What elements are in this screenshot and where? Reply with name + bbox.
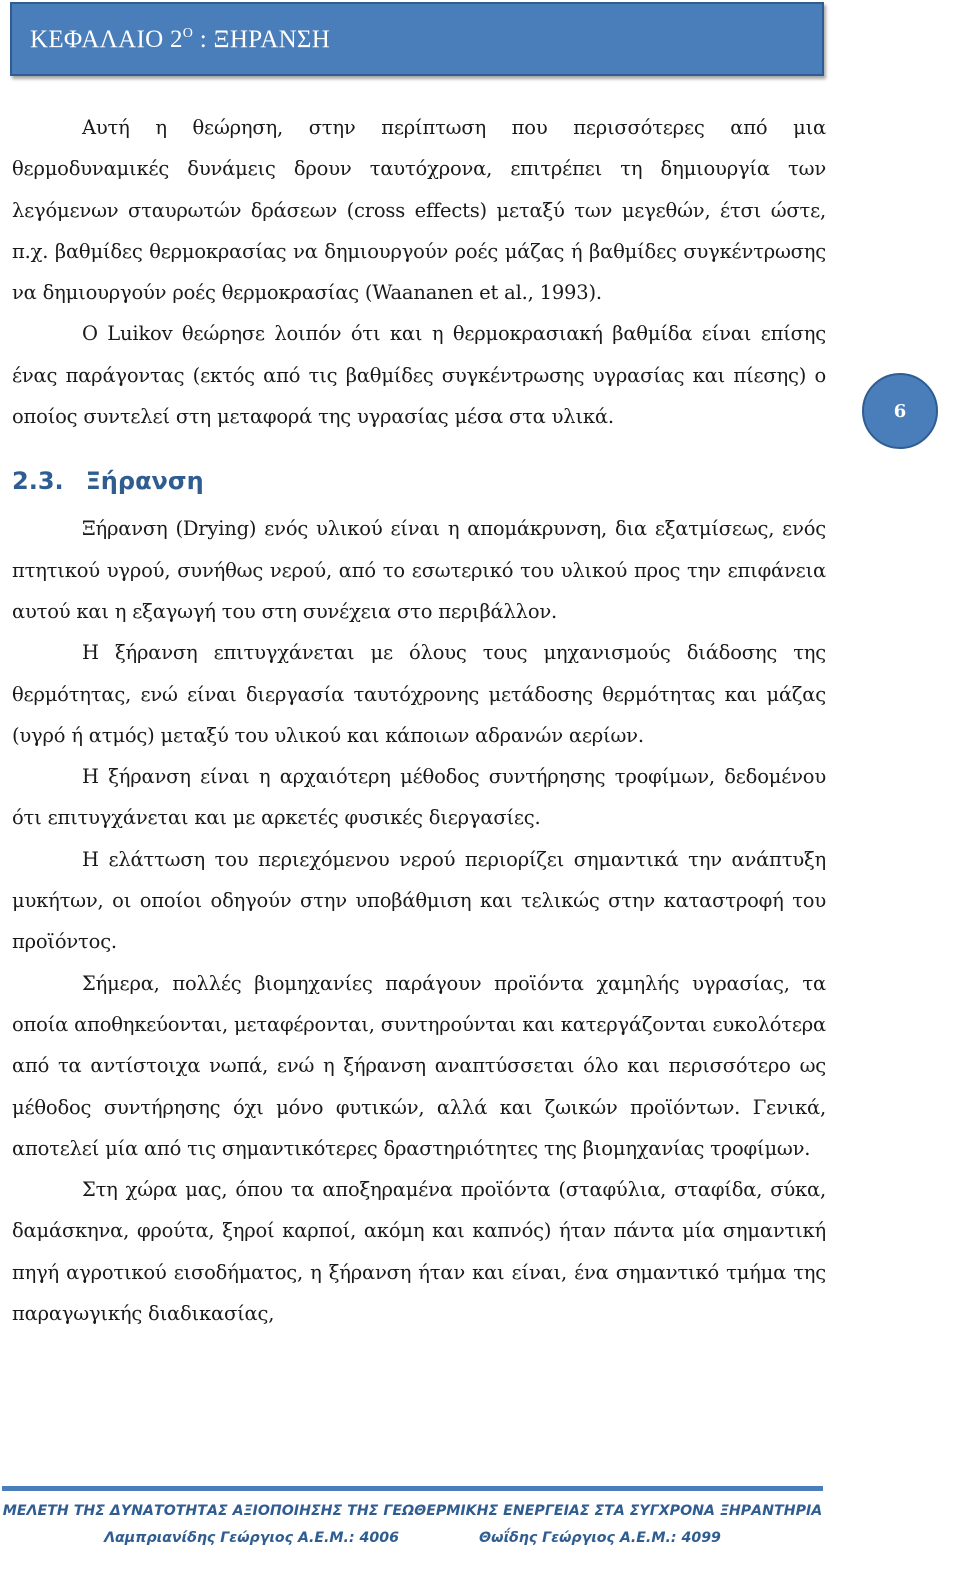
chapter-header	[10, 2, 824, 76]
page-body	[12, 107, 826, 1334]
page-number: 6	[893, 400, 907, 422]
footer-author: Θωΐδης Γεώργιος Α.Ε.Μ.: 4099	[479, 1530, 721, 1546]
footer-divider	[2, 1486, 823, 1491]
section-heading	[12, 455, 826, 508]
paragraph: Η ξήρανση επιτυγχάνεται με όλους τους μηχανισμούς διάδοσης της θερμότητας, ενώ είναι διεργασία ταυτόχρονης μετάδοσης θερμότητας και μάζας (υγρό ή ατμός) μεταξύ του υλικού και κάποιων αδρανών αερίων.	[12, 641, 826, 747]
footer-author: Λαμπριανίδης Γεώργιος Α.Ε.Μ.: 4006	[104, 1530, 400, 1546]
paragraph: Ξήρανση (Drying) ενός υλικού είναι η απομάκρυνση, δια εξατμίσεως, ενός πτητικού υγρού, συνήθως νερού, από το εσωτερικό του υλικού προς την επιφάνεια αυτού και η εξαγωγή του στη συνέχεια στο περιβάλλον.	[12, 517, 826, 623]
section-title: Ξήρανση	[85, 467, 204, 496]
paragraph: Ο Luikov θεώρησε λοιπόν ότι και η θερμοκρασιακή βαθμίδα είναι επίσης ένας παράγοντας (εκτός από τις βαθμίδες συγκέντρωσης υγρασίας και πίεσης) ο οποίος συντελεί στη μεταφορά της υγρασίας μέσα στα υλικά.	[12, 322, 826, 429]
section-number: 2.3.	[12, 467, 64, 496]
paragraph: Σήμερα, πολλές βιομηχανίες παράγουν προϊόντα χαμηλής υγρασίας, τα οποία αποθηκεύονται, μεταφέρονται, συντηρούνται και κατεργάζονται ευκολότερα από τα αντίστοιχα νωπά, ενώ η ξήρανση αναπτύσσεται όλο και περισσότερο ως μέθοδος συντήρησης όχι μόνο φυτικών, αλλά και ζωικών προϊόντων. Γενικά, αποτελεί μία από τις σημαντικότερες δραστηριότητες της βιομηχανίας τροφίμων.	[12, 971, 826, 1160]
footer-thesis-title: ΜΕΛΕΤΗ ΤΗΣ ΔΥΝΑΤΟΤΗΤΑΣ ΑΞΙΟΠΟΙΗΣΗΣ ΤΗΣ ΓΕΩΘΕΡΜΙΚΗΣ ΕΝΕΡΓΕΙΑΣ ΣΤΑ ΣΥΓΧΡΟΝΑ ΞΗΡΑΝΤΗΡΙΑ	[2, 1503, 823, 1519]
footer-authors	[2, 1530, 823, 1546]
paragraph: Η ξήρανση είναι η αρχαιότερη μέθοδος συντήρησης τροφίμων, δεδομένου ότι επιτυγχάνεται και με αρκετές φυσικές διεργασίες.	[12, 765, 826, 830]
paragraph: Στη χώρα μας, όπου τα αποξηραμένα προϊόντα (σταφύλια, σταφίδα, σύκα, δαμάσκηνα, φρούτα, ξηροί καρποί, ακόμη και καπνός) ήταν πάντα μία σημαντική πηγή αγροτικού εισοδήματος, η ξήρανση ήταν και είναι, ένα σημαντικό τμήμα της παραγωγικής διαδικασίας,	[12, 1178, 826, 1326]
paragraph: Η ελάττωση του περιεχόμενου νερού περιορίζει σημαντικά την ανάπτυξη μυκήτων, οι οποίοι οδηγούν στην υποβάθμιση και τελικώς στην καταστροφή του προϊόντος.	[12, 847, 826, 954]
paragraph: Αυτή η θεώρηση, στην περίπτωση που περισσότερες από μια θερμοδυναμικές δυνάμεις δρουν ταυτόχρονα, επιτρέπει τη δημιουργία των λεγόμενων σταυρωτών δράσεων (cross effects) μεταξύ των μεγεθών, έτσι ώστε, π.χ. βαθμίδες θερμοκρασίας να δημιουργούν ροές μάζας ή βαθμίδες συγκέντρωσης να δημιουργούν ροές θερμοκρασίας (Waananen et al., 1993).	[12, 116, 826, 305]
page-number-badge	[862, 373, 938, 449]
chapter-title: ΚΕΦΑΛΑΙΟ $2^O$ : ΞΗΡΑΝΣΗ	[30, 26, 331, 53]
